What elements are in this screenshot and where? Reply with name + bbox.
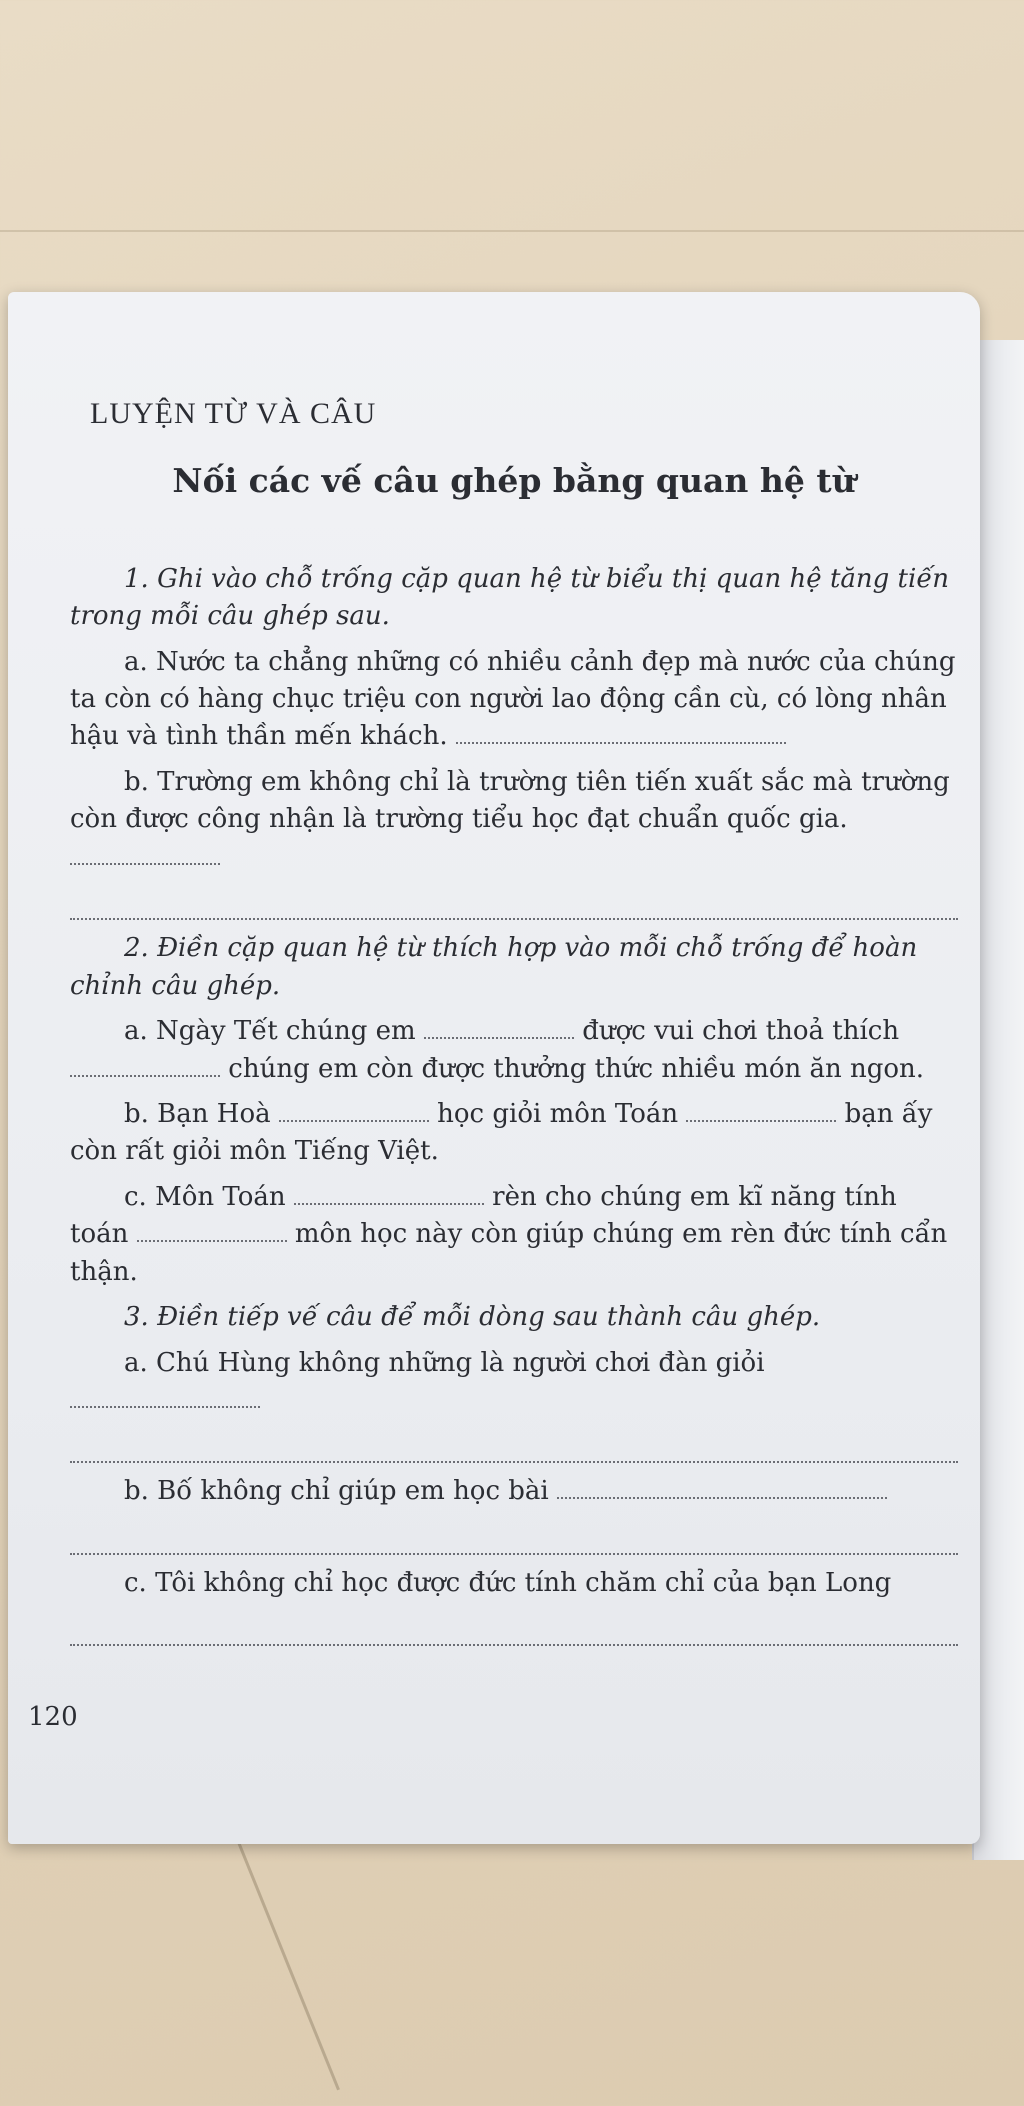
exercise-2c-part1: c. Môn Toán [124, 1181, 286, 1212]
lesson-title: Nối các vế câu ghép bằng quan hệ từ [172, 461, 856, 501]
exercise-3b-text: b. Bố không chỉ giúp em học bài [124, 1476, 549, 1507]
answer-blank[interactable] [279, 1112, 429, 1122]
exercise-2b [70, 1096, 958, 1171]
exercise-2b-part1: b. Bạn Hoà [124, 1098, 271, 1129]
answer-blank[interactable] [70, 855, 220, 865]
exercise-3c [70, 1565, 958, 1602]
page-content [70, 392, 958, 1656]
exercise-2c [70, 1179, 958, 1291]
answer-line[interactable] [70, 1608, 958, 1646]
answer-line[interactable] [70, 882, 958, 920]
answer-blank[interactable] [70, 1067, 220, 1077]
exercise-2b-part2: học giỏi môn Toán [437, 1098, 679, 1129]
answer-blank[interactable] [70, 1398, 260, 1408]
answer-blank[interactable] [456, 734, 786, 744]
answer-blank[interactable] [137, 1232, 287, 1242]
floor-seam [236, 1839, 340, 2090]
exercise-1b [70, 764, 958, 876]
exercise-2a [70, 1013, 958, 1088]
exercise-2a-part2: được vui chơi thoả thích [582, 1016, 900, 1047]
exercise-3a-text: a. Chú Hùng không những là người chơi đàn giỏi [124, 1347, 765, 1378]
exercise-3b [70, 1473, 958, 1510]
exercise-3-instruction: 3. Điền tiếp vế câu để mỗi dòng sau thành câu ghép. [124, 1302, 821, 1333]
answer-blank[interactable] [686, 1112, 836, 1122]
exercise-2a-part3: chúng em còn được thưởng thức nhiều món ăn ngon. [228, 1053, 925, 1084]
section-heading: LUYỆN TỪ VÀ CÂU [90, 397, 377, 430]
exercise-2a-part1: a. Ngày Tết chúng em [124, 1016, 416, 1047]
answer-blank[interactable] [557, 1489, 887, 1499]
book-page [8, 292, 980, 1844]
exercise-2-instruction: 2. Điền cặp quan hệ từ thích hợp vào mỗi chỗ trống để hoàn chỉnh câu ghép. [70, 933, 918, 1001]
exercise-2c-part3: môn học này còn giúp chúng em rèn đức tính cẩn thận. [70, 1219, 948, 1287]
exercise-3a [70, 1345, 958, 1420]
answer-blank[interactable] [424, 1029, 574, 1039]
exercise-1b-text: b. Trường em không chỉ là trường tiên tiến xuất sắc mà trường còn được công nhận là trường tiểu học đạt chuẩn quốc gia. [70, 766, 950, 835]
page-number: 120 [28, 1702, 78, 1732]
exercise-1a [70, 644, 958, 756]
floor-seam [0, 230, 1024, 232]
exercise-1-instruction: 1. Ghi vào chỗ trống cặp quan hệ từ biểu thị quan hệ tăng tiến trong mỗi câu ghép sau. [70, 563, 950, 632]
exercise-2c-part2: rèn cho chúng em kĩ năng tính toán [70, 1181, 897, 1250]
exercise-3c-text: c. Tôi không chỉ học được đức tính chăm chỉ của bạn Long [124, 1567, 892, 1598]
answer-blank[interactable] [294, 1195, 484, 1205]
exercise-1a-text: a. Nước ta chẳng những có nhiều cảnh đẹp mà nước của chúng ta còn có hàng chục triệu con người lao động cần cù, có lòng nhân hậu và tình thần mến khách. [70, 646, 956, 752]
answer-line[interactable] [70, 1517, 958, 1555]
exercise-2b-part3: bạn ấy còn rất giỏi môn Tiếng Việt. [70, 1098, 933, 1167]
answer-line[interactable] [70, 1425, 958, 1463]
